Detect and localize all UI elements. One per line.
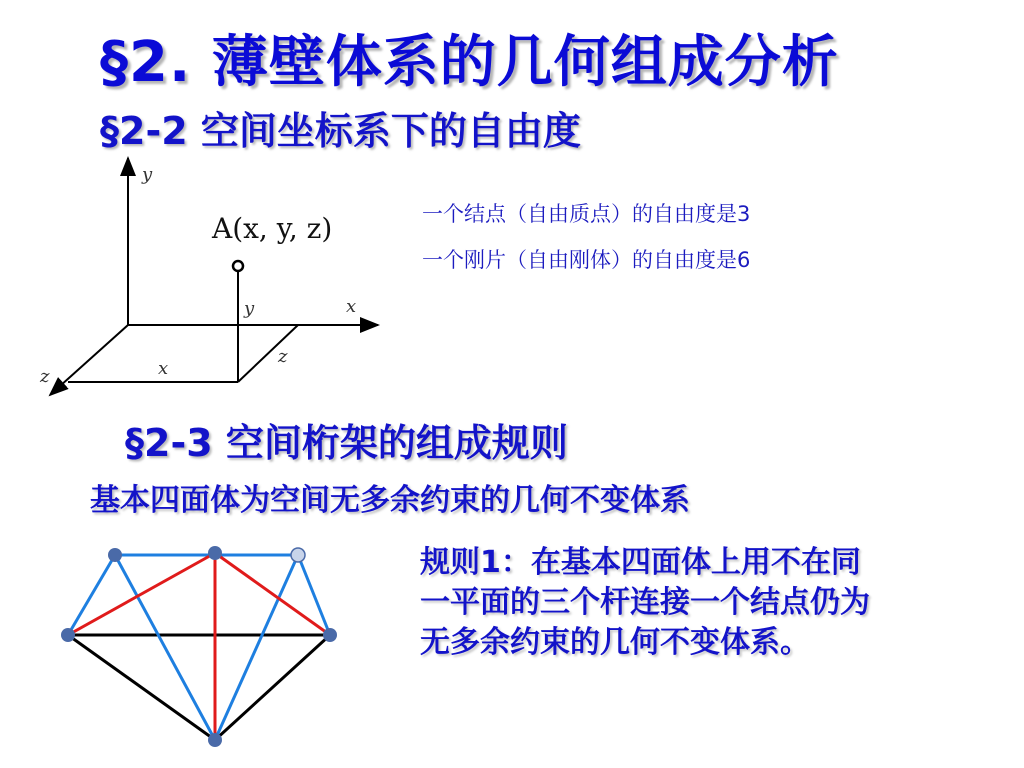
truss-bar	[68, 553, 215, 635]
truss-node	[61, 628, 75, 642]
truss-node	[323, 628, 337, 642]
z-axis	[50, 325, 128, 395]
proj-label-x: x	[158, 358, 169, 379]
proj-line-z	[238, 325, 298, 382]
rule-line: 一平面的三个杆连接一个结点仍为	[420, 585, 870, 620]
rule-1-text	[420, 543, 980, 663]
proj-label-y: y	[244, 298, 255, 319]
truss-figure	[61, 546, 337, 747]
axis-label-x: x	[346, 296, 357, 317]
truss-node	[208, 546, 222, 560]
truss-bar	[68, 635, 215, 740]
truss-bar	[115, 555, 215, 740]
section-heading-dof: §2-2 空间坐标系下的自由度	[100, 109, 581, 153]
section-heading-truss-rules: §2-3 空间桁架的组成规则	[125, 421, 568, 465]
page-title: §2. 薄壁体系的几何组成分析	[100, 30, 839, 95]
axis-label-y: y	[142, 164, 153, 185]
truss-node	[291, 548, 305, 562]
proj-label-z: z	[278, 346, 288, 367]
truss-node	[208, 733, 222, 747]
tetrahedron-statement: 基本四面体为空间无多余约束的几何不变体系	[90, 483, 690, 518]
rule-line: 规则1：在基本四面体上用不在同	[420, 545, 861, 580]
point-a-label: A(x, y, z)	[212, 212, 333, 245]
truss-node	[108, 548, 122, 562]
truss-bar	[215, 635, 330, 740]
rule-line: 无多余约束的几何不变体系。	[420, 625, 810, 660]
note-node-dof: 一个结点（自由质点）的自由度是3	[422, 202, 751, 226]
point-a-marker	[233, 261, 243, 271]
note-rigid-body-dof: 一个刚片（自由刚体）的自由度是6	[422, 248, 751, 272]
axis-label-z: z	[40, 366, 50, 387]
